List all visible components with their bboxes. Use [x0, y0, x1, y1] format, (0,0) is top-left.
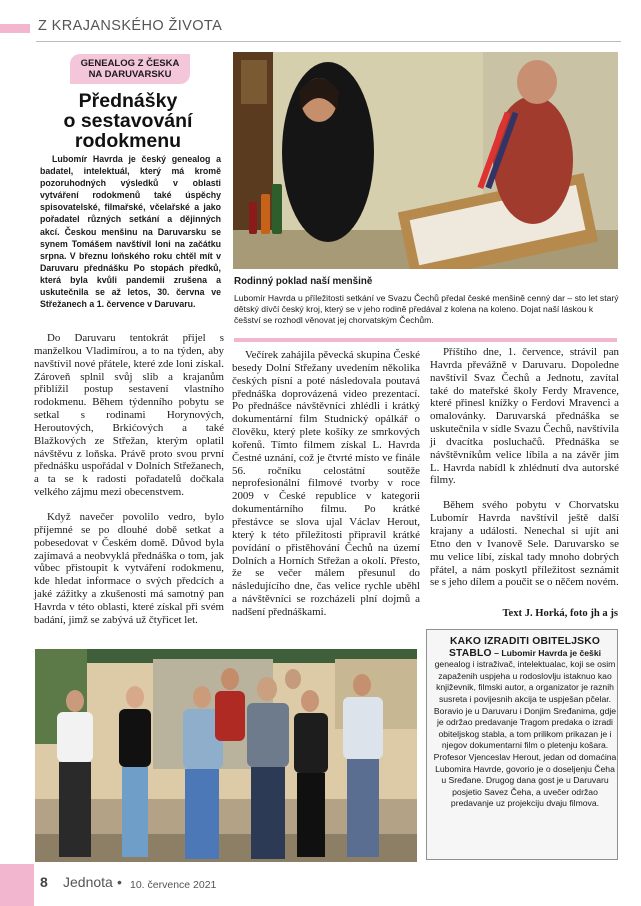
group-photo [35, 649, 417, 862]
kicker-line-1: GENEALOG Z ČESKA [80, 58, 180, 69]
croatian-summary-text [433, 636, 617, 810]
body-column-2 [232, 349, 420, 619]
caption-divider [234, 338, 617, 342]
headline-line-3: rodokmenu [74, 130, 182, 152]
paragraph: Do Daruvaru tentokrát přijel s manželkou Vladimírou, a to na týden, aby navštívil nové přátele, které zde loni získal. Zároveň splnil svůj slib a krajanům přiblížil postup sestavení vlastního rodokmenu. Během týdenního pobytu se setkal s rodinami Horynových, Heroutových, Brkićových a také Blažkových ze Střežan, kterým oplatil návštěvu z loňska. Právě proto svou první přednášku uspořádal v Dolních Střežanech, a ta se k radosti pořadatelů dočkala velkého zájmu mezi obecenstvem. [34, 332, 224, 499]
summary-title-line-2: STABLO [448, 647, 492, 659]
headline-line-2: o sestavování [63, 110, 193, 132]
magazine-name: Jednota [63, 874, 113, 890]
summary-title-line-1: KAKO IZRADITI OBITELJSKO [449, 636, 601, 647]
body-column-3 [430, 346, 619, 589]
issue-date: 10. července 2021 [130, 879, 217, 891]
footer-separator: • [117, 874, 122, 890]
paragraph: Příštího dne, 1. července, strávil pan Havrda převážně v Daruvaru. Dopoledne navštívil Svaz Čechů a Jednotu, zavítal také do mateřské školy Ferdy Mravence, které přinesl knížky o Ferdovi Mravenci a omalovánky. Daruvarská přednáška se uskutečnila v sídle Svazu Čechů, navštívila ji dvacítka posluchačů. Přednáška se návštěvníkům velice líbila a na závěr jim L. Havrda nabídl k zhlédnutí dva autorské filmy. [430, 346, 619, 487]
article-headline [40, 91, 216, 151]
paragraph: Večírek zahájila pěvecká skupina České besedy Dolní Střežany uvedením několika českých písní a poté následovala poutavá přednáška doprovázená video prezentací. Po přednášce návštěvníci zhlédli i krátký dokumentární film Studnický opálkář o člověku, který plete košíky ze smrkových kořenů. Tímto filmem získal L. Havrda Čestné uznání, což je čtvrté místo ve finále 56. ročníku celostátní soutěže neprofesionální filmové tvorby v roce 2009 v České republice v kategorii dokumentárního filmu. Po krátké přestávce se slova ujal Václav Herout, který k této příležitosti připravil krátké povídání o přistěhování Čechů na území Dolních a Horních Střežan a okolí. Přesto, že se večer málem přesunul do následujícího dne, čas velice rychle uběhl a návštěvníci se rozcházeli plní dojmů a nadšení přednáškami. [232, 349, 420, 618]
section-color-strip [0, 24, 30, 33]
kicker-line-2: NA DARUVARSKU [88, 69, 172, 80]
footer-color-strip [0, 864, 34, 906]
section-heading: Z KRAJANSKÉHO ŽIVOTA [38, 18, 223, 34]
summary-title-row [433, 648, 617, 660]
author-credit: Text J. Horká, foto jh a js [502, 608, 618, 619]
summary-body: genealog i istraživač, intelektualac, koji se osim zapaženih uspjeha u rodoslovlju istaknuo kao književnik, filmski autor, a organizator je raznih susreta i povijesnih akcija te uspješan pčelar. Boravio je u Daruvaru i Donjim Sređanima, gdje je održao predavanje Tragom predaka o izradi obiteljskog stabla, a tom prilikom prikazan je i njegov dokumentarni film o pletenju košara. Profesor Vjenceslav Herout, jedan od domaćina Lubomira Havrde, govorio je o doseljenju Čeha u Sređane. Drugog dana gost je u Daruvaru posjetio Savez Čeha, a uvečer održao predavanje uz projekciju dvaju filmova. [433, 659, 617, 809]
page-number: 8 [40, 874, 48, 890]
body-column-1 [34, 332, 224, 627]
top-photo [233, 52, 618, 269]
group-photo-illustration [35, 649, 417, 862]
photo-caption-text: Lubomír Havrda u příležitosti setkání ve Svazu Čechů předal české menšině cenný dar – sto let starý dětský dívčí český kroj, který se v jeho rodině předával z kolena na koleno. Dojat naší láskou k češství se rozhodl věnovat jej chorvatským Čechům. [234, 293, 619, 325]
summary-lead: – Lubomir Havrda je češki [494, 647, 602, 658]
headline-line-1: Přednášky [78, 90, 178, 112]
article-lead: Lubomír Havrda je český genealog a badatel, intelektuál, který má kromě pozoruhodných výsledků v oblasti vytváření rodokmenů také úspěchy spisovatelské, filmařské, včelařské a jako pořadatel různých setkání a dějinných akcí. Českou menšinu na Daruvarsku se synem Tomášem navštívil loni na začátku srpna. V březnu loňského roku chtěl mít v Daruvaru přednášku Po stopách předků, která byla kvůli pandemii zrušena a uskutečnila se až letos, 30. června ve Střežanech a 1. července v Daruvaru. [40, 154, 221, 310]
paragraph: Během svého pobytu v Chorvatsku Lubomír Havrda navštívil ještě další krajany a události. Nenechal si ujít ani Etno den v Ivanově Sele. Daruvarsko se mu velice líbí, získal tady mnoho dobrých přátel, a nám poskytl příležitost seznámit se s jeho dílem a poučit se o něčem novém. [430, 499, 619, 589]
section-divider [36, 41, 621, 42]
photo-caption-title: Rodinný poklad naší menšině [234, 276, 373, 287]
top-photo-illustration [233, 52, 618, 269]
article-kicker [70, 54, 190, 84]
paragraph: Když navečer povolilo vedro, bylo příjemné se po dlouhé době setkat a pobesedovat v Českém domě. Důvod byla zajímavá a neobvyklá přednáška o tom, jak vůbec přistoupit k vytváření rodokmenu, kde hledat informace o svých předcích a jaké zážitky a zkušenosti má samotný pan Havrda v této oblasti, které získal při svém badání, jimž se zabývá už čtyřicet let. [34, 510, 224, 626]
